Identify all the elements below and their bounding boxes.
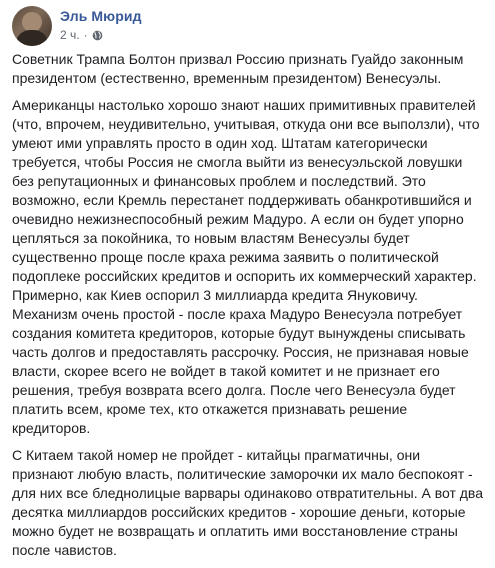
meta-separator: · (83, 28, 88, 42)
avatar[interactable] (12, 6, 52, 46)
post-content (12, 50, 485, 568)
post-paragraph: С Китаем такой номер не пройдет - китайцы прагматичны, они признают любую власть, политические заморочки их мало беспокоят - для них все бледнолицые варвары одинаково отвратительны. А вот два десятка миллиардов российских кредитов - хорошие деньги, которые можно будет не возвращать и оплатить ими восстановление страны после чавистов. (12, 447, 483, 558)
avatar-head (22, 12, 42, 32)
post-timestamp[interactable]: 2 ч. (60, 28, 80, 42)
globe-icon[interactable] (92, 30, 103, 41)
author-name[interactable]: Эль Мюрид (60, 8, 142, 24)
post-meta (60, 28, 103, 42)
avatar-body (16, 30, 48, 46)
post-paragraph: Советник Трампа Болтон призвал Россию признать Гуайдо законным президентом (естественно, временным президентом) Венесуэлы. (12, 51, 464, 86)
post-paragraph: Американцы настолько хорошо знают наших примитивных правителей (что, впрочем, неудивительно, учитывая, откуда они все выползли), что умеют ими управлять просто в один ход. Штатам категорически требуется, чтобы Россия не смогла выйти из венесуэльской ловушки без репутационных и финансовых проблем и последствий. Это возможно, если Кремль перестанет поддерживать обанкротившийся и очевидно нежизнеспособный режим Мадуро. А если он будет упорно цепляться за покойника, то новым властям Венесуэлы будет существенно проще после краха режима заявить о политической подоплеке российских кредитов и оспорить их коммерческий характер. Примерно, как Киев оспорил 3 миллиарда кредита Януковичу. Механизм очень простой - после краха Мадуро Венесуэла потребует создания комитета кредиторов, которые будут вынуждены списывать часть долгов и предоставлять рассрочку. Россия, не признавая новые власти, скорее всего не войдет в такой комитет и не признает его решения, требуя возврата всего долга. После чего Венесуэла будет платить всем, кроме тех, кто откажется признавать решение кредиторов. (12, 97, 480, 436)
post-header (0, 0, 495, 48)
